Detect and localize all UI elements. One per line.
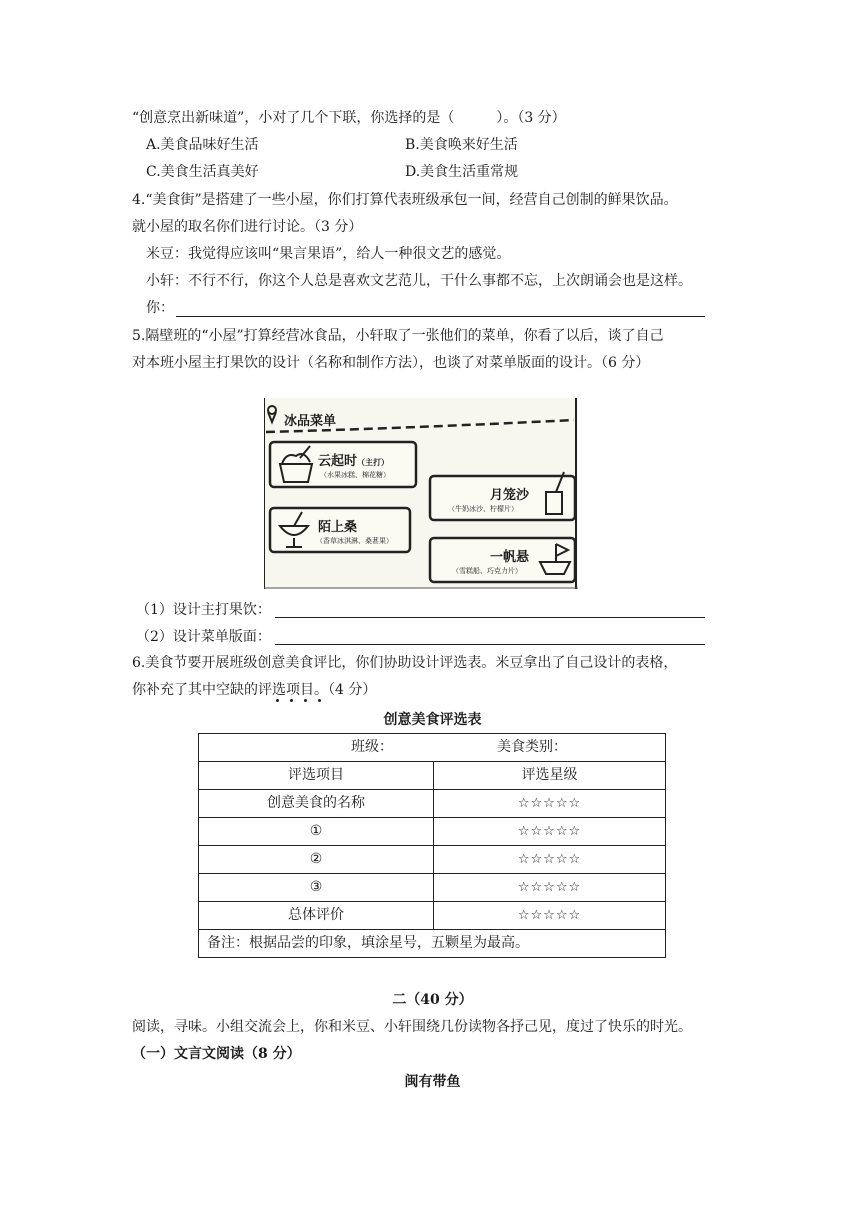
section2-intro: 阅读，寻味。小组交流会上，你和米豆、小轩围绕几份读物各抒己见，度过了快乐的时光。 (132, 1019, 692, 1035)
q3-option-c[interactable]: C.美食生活真美好 (146, 164, 259, 180)
row-item[interactable]: ③ (199, 874, 434, 902)
row-stars[interactable]: ☆☆☆☆☆ (434, 790, 666, 818)
table-header-row (199, 762, 666, 790)
q5-stem-line1: 5.隔壁班的“小屋”打算经营冰食品，小轩取了一张他们的菜单，你看了以后，谈了自己 (132, 328, 664, 344)
table-row (199, 734, 666, 762)
q3-option-d[interactable]: D.美食生活重常规 (405, 164, 519, 180)
q4-stem-line2: 就小屋的取名你们进行讨论。（3 分） (132, 219, 363, 235)
menu-item-4-ingredients: （雪糕船、巧克力片） (452, 567, 522, 575)
table-row (199, 902, 666, 930)
menu-item-1-tag: （主打） (357, 458, 390, 467)
menu-title: 冰品菜单 (284, 414, 337, 429)
q3-stem: “创意烹出新味道”，小对了几个下联，你选择的是（ ）。（3 分） (132, 110, 566, 126)
row-item: 总体评价 (199, 902, 434, 930)
row-stars[interactable]: ☆☆☆☆☆ (434, 874, 666, 902)
table-row (199, 846, 666, 874)
q4-xiaoxuan-dialogue: 小轩：不行不行，你这个人总是喜欢文艺范儿，干什么事都不忘，上次朗诵会也是这样。 (146, 273, 692, 289)
menu-item-2-name: 月笼沙 (490, 488, 530, 503)
q5-blank2-line[interactable] (275, 644, 705, 645)
class-label: 班级： (351, 739, 393, 755)
menu-item-3-ingredients: （香草冰淇淋、桑葚果） (316, 537, 393, 545)
ice-cream-icon (268, 406, 276, 422)
row-item: 创意美食的名称 (199, 790, 434, 818)
q5-blank1-label: （1）设计主打果饮： (136, 602, 271, 618)
q6-stem-line2: 你补充了其中空缺的评选项目。（4 分） (132, 682, 377, 698)
article-title: 闽有带鱼 (404, 1074, 461, 1090)
row-stars[interactable]: ☆☆☆☆☆ (434, 902, 666, 930)
menu-item-1-name: 云起时 (318, 454, 358, 469)
section2-heading: 二（40 分） (392, 992, 473, 1008)
table-row (199, 790, 666, 818)
table-note: 备注：根据品尝的印象，填涂星号，五颗星为最高。 (199, 930, 666, 958)
menu-item-4-name: 一帆悬 (490, 550, 530, 565)
table-row (199, 818, 666, 846)
menu-image (264, 398, 578, 589)
q4-you-label: 你： (146, 300, 174, 316)
q6-stem-line1: 6.美食节要开展班级创意美食评比，你们协助设计评选表。米豆拿出了自己设计的表格， (132, 655, 678, 671)
row-stars[interactable]: ☆☆☆☆☆ (434, 818, 666, 846)
table-row (199, 874, 666, 902)
header-item: 评选项目 (199, 762, 434, 790)
menu-item-3-name: 陌上桑 (318, 520, 358, 535)
header-stars: 评选星级 (434, 762, 666, 790)
q5-blank2-label: （2）设计菜单版面： (136, 629, 271, 645)
q4-midou-dialogue: 米豆：我觉得应该叫“果言果语”，给人一种很文艺的感觉。 (146, 246, 511, 262)
q3-option-a[interactable]: A.美食品味好生活 (146, 137, 259, 153)
q4-answer-blank[interactable] (176, 316, 705, 317)
q3-option-b[interactable]: B.美食唤来好生活 (405, 137, 518, 153)
q4-stem-line1: 4.“美食街”是搭建了一些小屋，你们打算代表班级承包一间，经营自己创制的鲜果饮品。 (132, 192, 678, 208)
table-note-row (199, 930, 666, 958)
row-item[interactable]: ② (199, 846, 434, 874)
class-category-cell[interactable] (199, 734, 666, 762)
table-title: 创意美食评选表 (383, 712, 482, 728)
row-item[interactable]: ① (199, 818, 434, 846)
q5-blank1-line[interactable] (275, 617, 705, 618)
category-label: 美食类别： (497, 739, 567, 755)
menu-item-1-ingredients: （水果冰糕、棉花糖） (320, 471, 390, 479)
q5-stem-line2: 对本班小屋主打果饮的设计（名称和制作方法），也谈了对菜单版面的设计。（6 分） (132, 355, 650, 371)
menu-item-2-ingredients: （牛奶冰沙、柠檬片） (448, 505, 518, 513)
section2-subheading: （一）文言文阅读（8 分） (132, 1046, 301, 1062)
rating-table (198, 733, 666, 958)
row-stars[interactable]: ☆☆☆☆☆ (434, 846, 666, 874)
menu-item-name (318, 450, 389, 469)
